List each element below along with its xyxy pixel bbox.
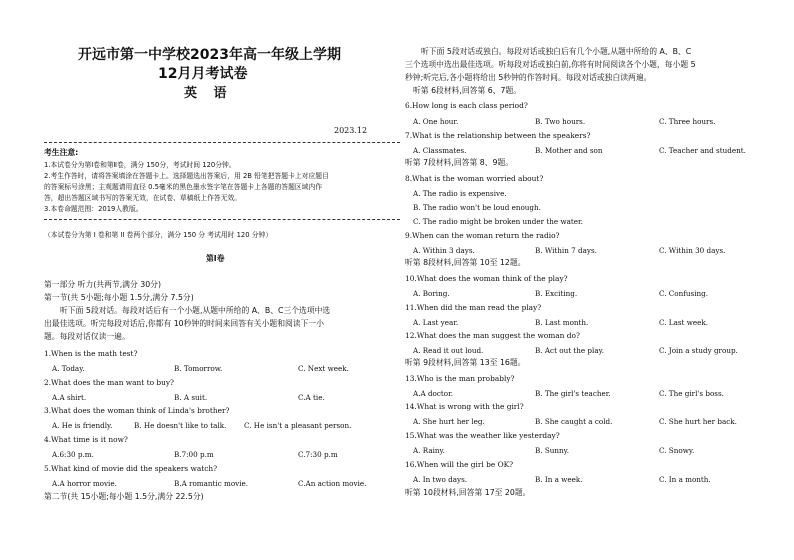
option-c: C.An action movie. — [298, 479, 367, 488]
section-title: 第Ⅰ卷 — [206, 254, 225, 263]
option-c: C. In a month. — [659, 475, 711, 484]
question-stem: 15.What was the weather like yesterday? — [405, 431, 560, 440]
option-c: C. Snowy. — [659, 446, 695, 455]
option-c: C. Next week. — [298, 364, 349, 373]
sec2-instruction: 听下面 5段对话或独白。每段对话或独白后有几个小题,从题中所给的 A、B、C — [421, 47, 692, 56]
sec1-instruction: 出最佳选项。听完每段对话后,你都有 10秒钟的时间来回答有关小题和阅读下一小 — [44, 319, 324, 328]
material-note: 听第 9段材料,回答第 13至 16题。 — [405, 358, 526, 367]
exam-date: 2023.12 — [334, 126, 368, 135]
option-b: B. Mother and son — [535, 146, 603, 155]
option-b: B. In a week. — [535, 475, 583, 484]
option-c: C. The radio might be broken under the water. — [413, 217, 583, 226]
option-c: C. Teacher and student. — [659, 146, 746, 155]
paper-note: （本试卷分为第 I 卷和第 II 卷两个部分，满分 150 分 考试用时 120 分钟） — [44, 231, 273, 239]
question-stem: 4.What time is it now? — [44, 435, 128, 444]
question-stem: 9.When can the woman return the radio? — [405, 231, 560, 240]
option-a: A. He is friendly. — [52, 421, 113, 430]
question-stem: 8.What is the woman worried about? — [405, 174, 544, 183]
option-b: B. The girl's teacher. — [535, 389, 611, 398]
option-c: C. The girl's boss. — [659, 389, 724, 398]
question-stem: 13.Who is the man probably? — [405, 374, 515, 383]
sec2-instruction: 三个选项中选出最佳选项。听每段对话或独白前,你将有时间阅读各个小题，每小题 5 — [405, 60, 696, 69]
option-a: A. Boring. — [413, 289, 450, 298]
option-a: A. Read it out loud. — [413, 346, 484, 355]
option-c: C. Confusing. — [659, 289, 709, 298]
option-c: C.A tie. — [298, 393, 325, 402]
option-b: B. Last month. — [535, 318, 589, 327]
option-b: B.7:00 p.m — [174, 450, 214, 459]
option-b: B. A suit. — [174, 393, 208, 402]
option-a: A. The radio is expensive. — [413, 189, 507, 198]
notice-item: 3.本卷命题范围：2019人教版。 — [44, 205, 143, 213]
material-note: 听第 7段材料,回答第 8、9题。 — [405, 158, 514, 167]
option-a: A. One hour. — [413, 117, 459, 126]
sec2-instruction: 秒钟;听完后,各小题将给出 5秒钟的作答时间。每段对话或独白读两遍。 — [405, 73, 652, 82]
notice-item: 2.考生作答时，请将答案填涂在答题卡上。选择题选出答案后，用 2B 铅笔把答题卡上对应题目 — [44, 172, 329, 180]
question-stem: 3.What does the woman think of Linda's brother? — [44, 406, 230, 415]
option-b: B.A romantic movie. — [174, 479, 249, 488]
exam-title-line1: 开远市第一中学校2023年高一年级上学期 — [78, 47, 341, 63]
sec1-instruction: 题。每段对话仅读一遍。 — [44, 332, 130, 341]
question-stem: 10.What does the woman think of the play? — [405, 274, 568, 283]
notice-heading: 考生注意: — [44, 148, 79, 157]
question-stem: 5.What kind of movie did the speakers watch? — [44, 464, 218, 473]
notice-top-divider — [44, 142, 400, 143]
option-b: B. Exciting. — [535, 289, 578, 298]
option-a: A. Rainy. — [413, 446, 445, 455]
part1-heading: 第一部分 听力(共两节,满分 30分) — [44, 280, 162, 289]
notice-item: 1.本试卷分为第Ⅰ卷和第Ⅱ卷，满分 150分，考试时间 120分钟。 — [44, 161, 236, 169]
exam-subject: 英 语 — [184, 86, 233, 101]
option-a: A. Within 3 days. — [413, 246, 475, 255]
exam-title-line2: 12月月考试卷 — [158, 66, 248, 82]
option-b: B. Tomorrow. — [174, 364, 223, 373]
option-c: C. Join a study group. — [659, 346, 738, 355]
option-b: B. The radio won't be loud enough. — [413, 203, 541, 212]
notice-bottom-divider — [44, 219, 400, 220]
option-b: B. She caught a cold. — [535, 417, 613, 426]
question-stem: 12.What does the man suggest the woman do? — [405, 331, 580, 340]
option-a: A. She hurt her leg. — [413, 417, 485, 426]
option-c: C.7:30 p.m — [298, 450, 338, 459]
material-note: 听第 8段材料,回答第 10至 12题。 — [405, 258, 526, 267]
option-b: B. Within 7 days. — [535, 246, 597, 255]
material-note: 听第 6段材料,回答第 6、7题。 — [413, 86, 522, 95]
option-a: A. Today. — [52, 364, 85, 373]
option-c: C. She hurt her back. — [659, 417, 737, 426]
option-a: A.6:30 p.m. — [52, 450, 94, 459]
question-stem: 14.What is wrong with the girl? — [405, 402, 524, 411]
option-b: B. Sunny. — [535, 446, 570, 455]
sec1-instruction: 听下面 5段对话。每段对话后有一个小题,从题中所给的 A、B、C三个选项中选 — [60, 306, 331, 315]
option-a: A. Last year. — [413, 318, 459, 327]
option-a: A. In two days. — [413, 475, 468, 484]
question-stem: 2.What does the man want to buy? — [44, 378, 175, 387]
question-stem: 7.What is the relationship between the speakers? — [405, 131, 591, 140]
option-c: C. He isn't a pleasant person. — [244, 421, 352, 430]
option-c: C. Within 30 days. — [659, 246, 726, 255]
notice-item: 的答案标号涂黑；主观题请用直径 0.5毫米的黑色墨水签字笔在答题卡上各题的答题区域内作 — [44, 183, 323, 191]
notice-item: 答，超出答题区域书写的答案无效，在试卷、草稿纸上作答无效。 — [44, 194, 242, 202]
question-stem: 6.How long is each class period? — [405, 101, 528, 110]
question-stem: 1.When is the math test? — [44, 349, 138, 358]
option-b: B. Two hours. — [535, 117, 586, 126]
option-a: A. Classmates. — [413, 146, 467, 155]
material-note: 听第 10段材料,回答第 17至 20题。 — [405, 488, 531, 497]
question-stem: 16.When will the girl be OK? — [405, 460, 514, 469]
question-stem: 11.When did the man read the play? — [405, 303, 542, 312]
sec2-heading: 第二节(共 15小题;每小题 1.5分,满分 22.5分) — [44, 492, 204, 501]
sec1-heading: 第一节(共 5小题;每小题 1.5分,满分 7.5分) — [44, 293, 194, 302]
option-a: A.A shirt. — [52, 393, 87, 402]
option-b: B. He doesn't like to talk. — [134, 421, 227, 430]
option-c: C. Last week. — [659, 318, 709, 327]
option-a: A.A doctor. — [413, 389, 454, 398]
option-c: C. Three hours. — [659, 117, 716, 126]
option-b: B. Act out the play. — [535, 346, 604, 355]
option-a: A.A horror movie. — [52, 479, 117, 488]
